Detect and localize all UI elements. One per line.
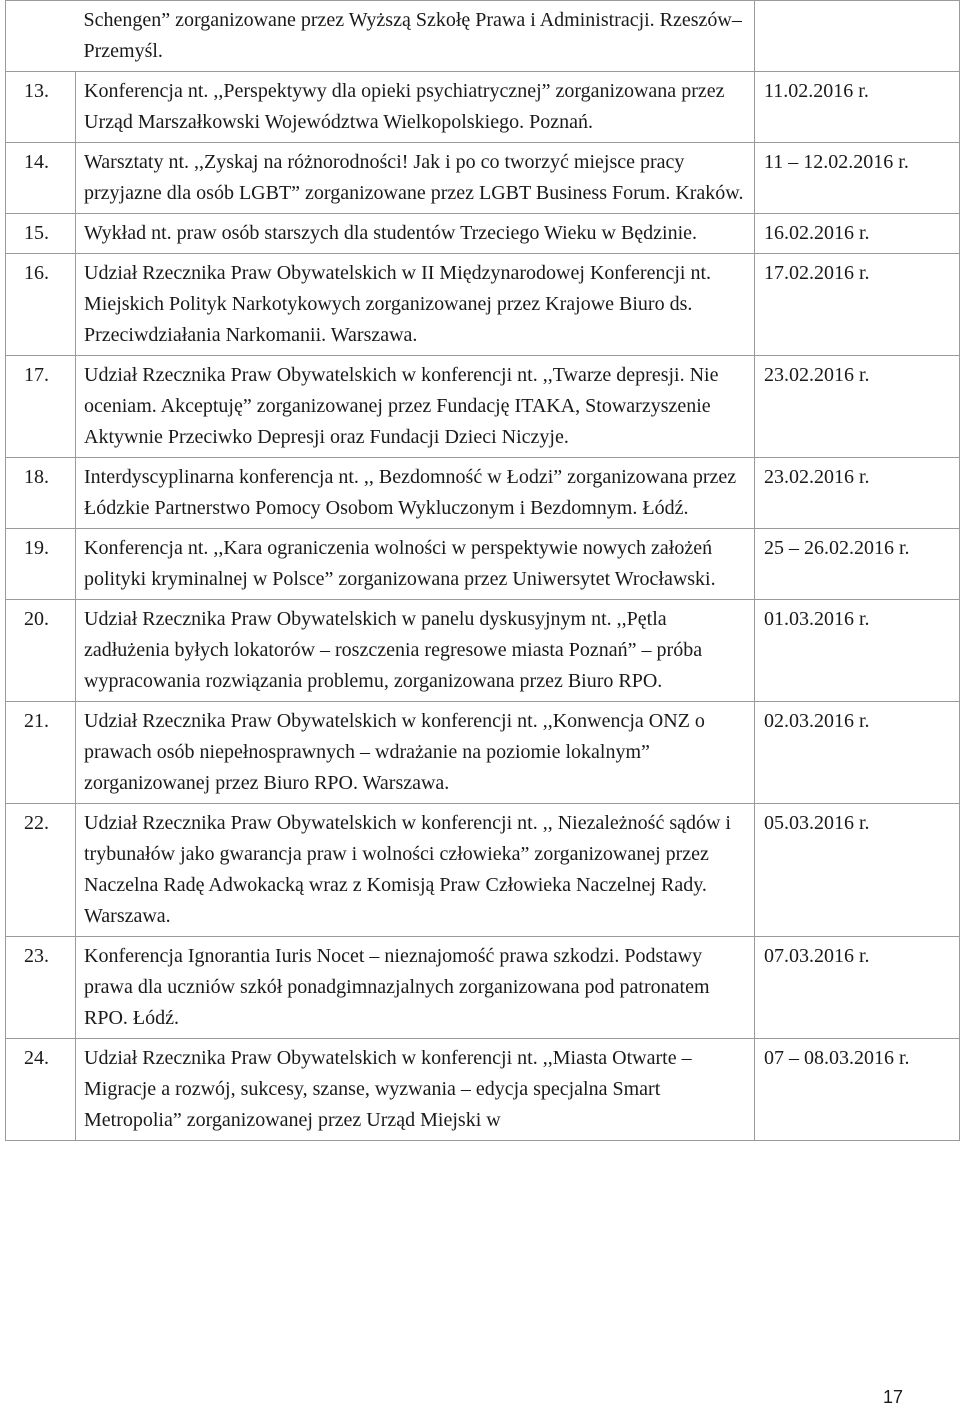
table-row (6, 804, 960, 937)
row-description: Konferencja Ignorantia Iuris Nocet – nieznajomość prawa szkodzi. Podstawy prawa dla uczniów szkół ponadgimnazjalnych zorganizowana pod patronatem RPO. Łódź. (76, 937, 755, 1039)
row-number: 14. (6, 143, 76, 214)
row-date: 07.03.2016 r. (755, 937, 960, 1039)
row-date: 05.03.2016 r. (755, 804, 960, 937)
row-date: 02.03.2016 r. (755, 702, 960, 804)
row-description: Interdyscyplinarna konferencja nt. ,, Bezdomność w Łodzi” zorganizowana przez Łódzkie Partnerstwo Pomocy Osobom Wykluczonym i Bezdomnym. Łódź. (76, 458, 755, 529)
events-table-body (6, 1, 960, 1141)
row-description: Udział Rzecznika Praw Obywatelskich w konferencji nt. ,,Twarze depresji. Nie oceniam. Akceptuję” zorganizowanej przez Fundację ITAKA, Stowarzyszenie Aktywnie Przeciwko Depresji oraz Fundacji Dzieci Niczyje. (76, 356, 755, 458)
row-description: Udział Rzecznika Praw Obywatelskich w II Międzynarodowej Konferencji nt. Miejskich Polityk Narkotykowych zorganizowanej przez Krajowe Biuro ds. Przeciwdziałania Narkomanii. Warszawa. (76, 254, 755, 356)
row-date: 23.02.2016 r. (755, 356, 960, 458)
row-number: 13. (6, 72, 76, 143)
table-row (6, 529, 960, 600)
row-number: 15. (6, 214, 76, 254)
row-number: 18. (6, 458, 76, 529)
row-number (6, 1, 76, 72)
table-row (6, 458, 960, 529)
table-row (6, 600, 960, 702)
table-row (6, 702, 960, 804)
row-number: 17. (6, 356, 76, 458)
row-number: 19. (6, 529, 76, 600)
row-description: Konferencja nt. ,,Kara ograniczenia wolności w perspektywie nowych założeń polityki kryminalnej w Polsce” zorganizowana przez Uniwersytet Wrocławski. (76, 529, 755, 600)
row-number: 16. (6, 254, 76, 356)
table-row (6, 143, 960, 214)
table-row (6, 214, 960, 254)
table-row (6, 937, 960, 1039)
row-description: Udział Rzecznika Praw Obywatelskich w konferencji nt. ,,Miasta Otwarte – Migracje a rozwój, sukcesy, szanse, wyzwania – edycja specjalna Smart Metropolia” zorganizowanej przez Urząd Miejski w (76, 1039, 755, 1141)
row-description: Warsztaty nt. ,,Zyskaj na różnorodności! Jak i po co tworzyć miejsce pracy przyjazne dla osób LGBT” zorganizowane przez LGBT Business Forum. Kraków. (76, 143, 755, 214)
row-date: 07 – 08.03.2016 r. (755, 1039, 960, 1141)
row-date: 17.02.2016 r. (755, 254, 960, 356)
document-page (5, 0, 959, 1141)
row-date: 16.02.2016 r. (755, 214, 960, 254)
row-number: 24. (6, 1039, 76, 1141)
row-description: Udział Rzecznika Praw Obywatelskich w konferencji nt. ,,Konwencja ONZ o prawach osób niepełnosprawnych – wdrażanie na poziomie lokalnym” zorganizowanej przez Biuro RPO. Warszawa. (76, 702, 755, 804)
row-date: 11.02.2016 r. (755, 72, 960, 143)
row-number: 21. (6, 702, 76, 804)
table-row (6, 356, 960, 458)
table-row (6, 1039, 960, 1141)
row-description: Udział Rzecznika Praw Obywatelskich w panelu dyskusyjnym nt. ,,Pętla zadłużenia byłych lokatorów – roszczenia regresowe miasta Poznań” – próba wypracowania rozwiązania problemu, zorganizowana przez Biuro RPO. (76, 600, 755, 702)
row-number: 23. (6, 937, 76, 1039)
row-date: 01.03.2016 r. (755, 600, 960, 702)
row-number: 22. (6, 804, 76, 937)
row-description: Wykład nt. praw osób starszych dla studentów Trzeciego Wieku w Będzinie. (76, 214, 755, 254)
row-date (755, 1, 960, 72)
row-description: Udział Rzecznika Praw Obywatelskich w konferencji nt. ,, Niezależność sądów i trybunałów jako gwarancja praw i wolności człowieka” zorganizowanej przez Naczelna Radę Adwokacką wraz z Komisją Praw Człowieka Naczelnej Rady. Warszawa. (76, 804, 755, 937)
row-description: Konferencja nt. ,,Perspektywy dla opieki psychiatrycznej” zorganizowana przez Urząd Marszałkowski Województwa Wielkopolskiego. Poznań. (76, 72, 755, 143)
table-row (6, 72, 960, 143)
page-number: 17 (882, 1387, 903, 1407)
events-table (5, 0, 960, 1141)
row-date: 25 – 26.02.2016 r. (755, 529, 960, 600)
row-number: 20. (6, 600, 76, 702)
table-row (6, 254, 960, 356)
row-date: 23.02.2016 r. (755, 458, 960, 529)
row-description: Schengen” zorganizowane przez Wyższą Szkołę Prawa i Administracji. Rzeszów–Przemyśl. (76, 1, 755, 72)
table-row (6, 1, 960, 72)
row-date: 11 – 12.02.2016 r. (755, 143, 960, 214)
